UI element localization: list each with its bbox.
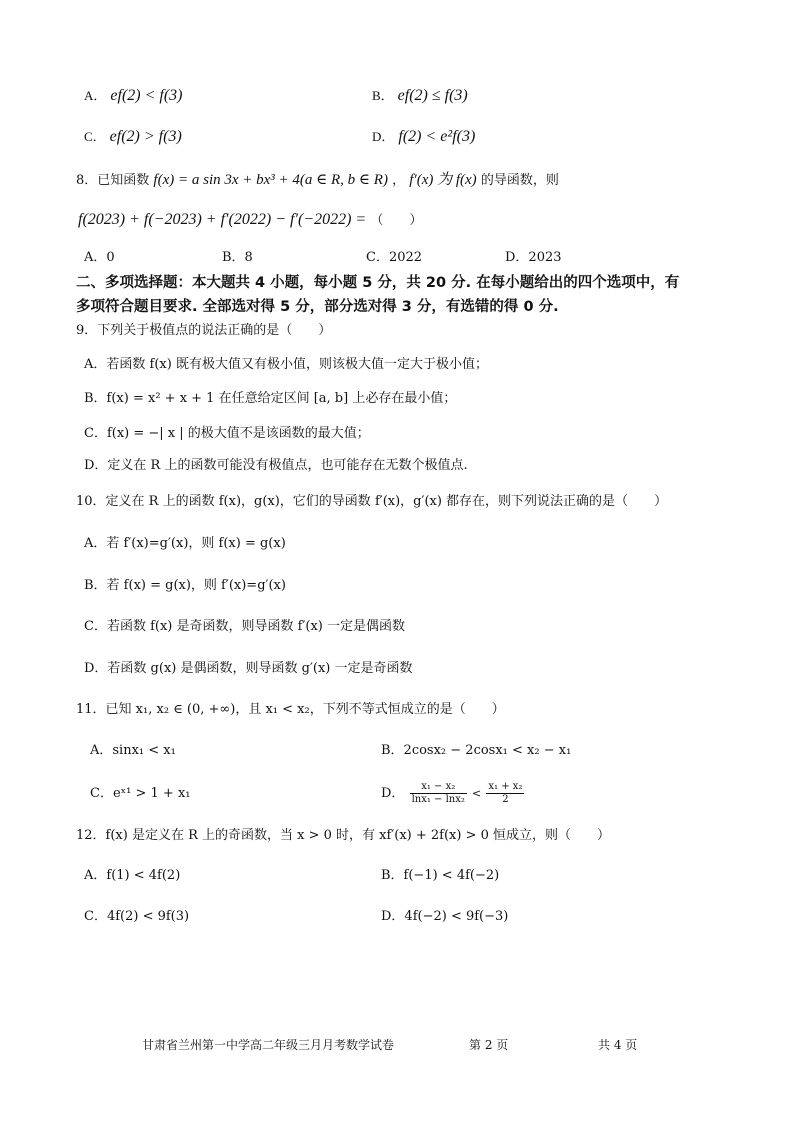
q9-option-a: A．若函数 f(x) 既有极大值又有极小值，则该极大值一定大于极小值； <box>84 357 488 372</box>
q8-option-a: A．0 <box>84 250 115 265</box>
q8-stem-mid: ， <box>392 173 406 188</box>
q7-option-c-expr: ef(2) > f(3) <box>109 128 182 145</box>
q8-option-c: C．2022 <box>366 250 423 265</box>
q8-blank: （ ） <box>370 213 423 228</box>
q7-option-d-label: D． <box>372 129 395 144</box>
q8-stem-deriv: f′(x) 为 f(x) <box>409 172 477 188</box>
q11-option-d-fraction-right <box>486 781 524 806</box>
section2-header-line2: 多项符合题目要求. 全部选对得 5 分，部分选对得 3 分，有选错的得 0 分. <box>76 299 559 315</box>
q7-option-a <box>84 86 183 106</box>
q8-stem-prefix: 8．已知函数 <box>76 173 150 188</box>
q12-option-d: D．4f(−2) < 9f(−3) <box>381 909 509 924</box>
q7-option-c <box>84 127 182 147</box>
q8-expr: f(2023) + f(−2023) + f′(2022) − f′(−2022) = <box>78 211 367 228</box>
footer-page-number: 第 2 页 <box>469 1038 509 1052</box>
q11-option-d-den1: lnx₁ − lnx₂ <box>411 794 465 805</box>
q8-option-b: B．8 <box>222 250 253 265</box>
q9-stem: 9．下列关于极值点的说法正确的是（ ） <box>76 323 332 338</box>
q11-option-d-num1: x₁ − x₂ <box>410 781 467 794</box>
q7-option-b-label: B． <box>372 88 394 103</box>
q8-stem <box>76 170 559 191</box>
q9-option-b: B．f(x) = x² + x + 1 在任意给定区间 [a, b] 上必存在最小值； <box>84 391 457 406</box>
q11-option-b: B．2cosx₂ − 2cosx₁ < x₂ − x₁ <box>381 743 572 758</box>
q10-option-c: C．若函数 f(x) 是奇函数，则导函数 f′(x) 一定是偶函数 <box>84 619 406 634</box>
q11-option-c: C．eˣ¹ > 1 + x₁ <box>90 786 191 801</box>
q12-stem: 12．f(x) 是定义在 R 上的奇函数，当 x > 0 时，有 xf′(x) + 2f(x) > 0 恒成立，则（ ） <box>76 828 611 843</box>
q11-option-d-label: D． <box>381 786 405 801</box>
q7-option-b-expr: ef(2) ≤ f(3) <box>397 87 468 104</box>
q11-option-a: A．sinx₁ < x₁ <box>90 743 176 758</box>
footer-total-pages: 共 4 页 <box>598 1038 638 1052</box>
q10-stem: 10．定义在 R 上的函数 f(x)，g(x)，它们的导函数 f′(x)，g′(x) 都存在，则下列说法正确的是（ ） <box>76 494 668 509</box>
q11-option-d-num2: x₁ + x₂ <box>488 781 523 792</box>
footer-title: 甘肃省兰州第一中学高二年级三月月考数学试卷 <box>142 1038 395 1052</box>
q12-option-a: A．f(1) < 4f(2) <box>84 868 181 883</box>
q12-option-c: C．4f(2) < 9f(3) <box>84 909 190 924</box>
q11-option-d-op: < <box>472 787 482 800</box>
q10-option-b: B．若 f(x) = g(x)，则 f′(x)=g′(x) <box>84 578 286 593</box>
section2-header-line1: 二、多项选择题：本大题共 4 小题，每小题 5 分，共 20 分. 在每小题给出的四个选项中，有 <box>76 275 680 291</box>
q8-expression <box>78 210 422 231</box>
q7-option-c-label: C． <box>84 129 106 144</box>
q11-option-d-den2: 2 <box>502 794 509 805</box>
q12-option-b: B．f(−1) < 4f(−2) <box>381 868 500 883</box>
q8-option-d: D．2023 <box>505 250 562 265</box>
q7-option-d <box>372 127 475 147</box>
q9-option-c: C．f(x) = −| x | 的极大值不是该函数的最大值； <box>84 426 370 441</box>
q7-option-a-expr: ef(2) < f(3) <box>110 87 183 104</box>
q10-option-d: D．若函数 g(x) 是偶函数，则导函数 g′(x) 一定是奇函数 <box>84 661 413 676</box>
q7-option-b <box>372 86 468 106</box>
q7-option-d-expr: f(2) < e²f(3) <box>398 128 476 145</box>
q11-option-d-fraction-left <box>410 781 467 806</box>
q8-stem-func: f(x) = a sin 3x + bx³ + 4(a ∈ R, b ∈ R) <box>153 172 388 188</box>
q11-stem: 11．已知 x₁, x₂ ∈ (0, +∞)，且 x₁ < x₂，下列不等式恒成立的是（ ） <box>76 702 505 717</box>
q10-option-a: A．若 f′(x)=g′(x)，则 f(x) = g(x) <box>84 536 286 551</box>
q8-stem-suffix: 的导函数，则 <box>480 173 559 188</box>
q7-option-a-label: A． <box>84 88 107 103</box>
q11-option-d <box>381 780 525 808</box>
q9-option-d: D．定义在 R 上的函数可能没有极值点，也可能存在无数个极值点. <box>84 458 468 473</box>
